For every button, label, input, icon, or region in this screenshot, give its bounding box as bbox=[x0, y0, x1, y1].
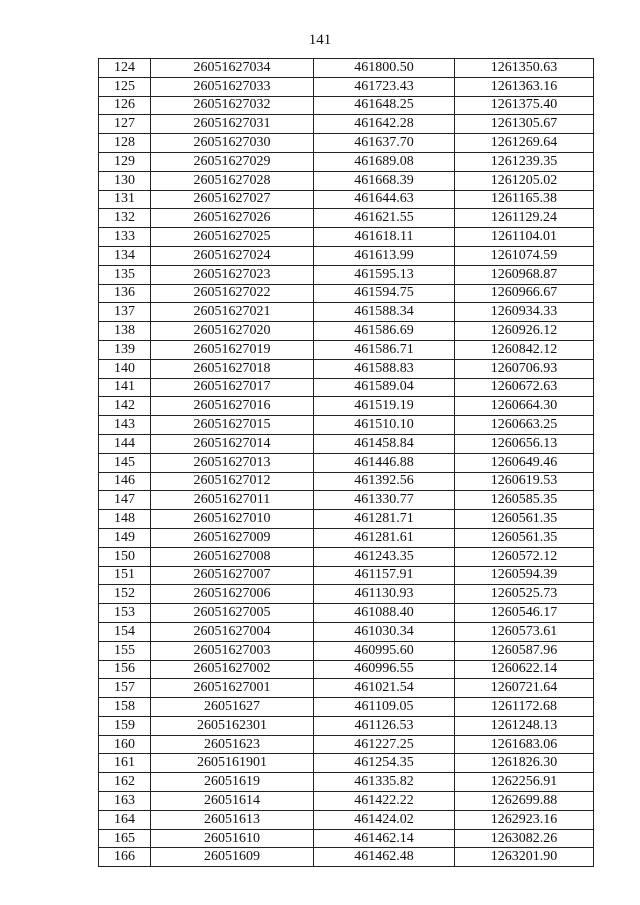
point-id-cell: 26051627003 bbox=[151, 641, 314, 660]
table-row bbox=[99, 810, 594, 829]
x-coordinate-cell: 461668.39 bbox=[314, 171, 455, 190]
x-coordinate-cell: 461642.28 bbox=[314, 115, 455, 134]
y-coordinate-cell: 1263201.90 bbox=[455, 848, 594, 867]
x-coordinate-cell: 461330.77 bbox=[314, 491, 455, 510]
x-coordinate-cell: 461462.14 bbox=[314, 829, 455, 848]
row-number-cell: 143 bbox=[99, 416, 151, 435]
x-coordinate-cell: 461424.02 bbox=[314, 810, 455, 829]
y-coordinate-cell: 1261165.38 bbox=[455, 190, 594, 209]
y-coordinate-cell: 1261375.40 bbox=[455, 96, 594, 115]
point-id-cell: 26051627031 bbox=[151, 115, 314, 134]
table-row bbox=[99, 265, 594, 284]
table-row bbox=[99, 754, 594, 773]
x-coordinate-cell: 461618.11 bbox=[314, 228, 455, 247]
point-id-cell: 26051627030 bbox=[151, 134, 314, 153]
table-row bbox=[99, 566, 594, 585]
y-coordinate-cell: 1260926.12 bbox=[455, 322, 594, 341]
row-number-cell: 166 bbox=[99, 848, 151, 867]
y-coordinate-cell: 1263082.26 bbox=[455, 829, 594, 848]
y-coordinate-cell: 1260572.12 bbox=[455, 547, 594, 566]
point-id-cell: 26051627013 bbox=[151, 453, 314, 472]
row-number-cell: 149 bbox=[99, 528, 151, 547]
row-number-cell: 165 bbox=[99, 829, 151, 848]
row-number-cell: 139 bbox=[99, 340, 151, 359]
y-coordinate-cell: 1260622.14 bbox=[455, 660, 594, 679]
row-number-cell: 127 bbox=[99, 115, 151, 134]
table-row bbox=[99, 434, 594, 453]
table-row bbox=[99, 171, 594, 190]
row-number-cell: 161 bbox=[99, 754, 151, 773]
y-coordinate-cell: 1260546.17 bbox=[455, 604, 594, 623]
table-row bbox=[99, 679, 594, 698]
row-number-cell: 151 bbox=[99, 566, 151, 585]
point-id-cell: 26051627007 bbox=[151, 566, 314, 585]
row-number-cell: 164 bbox=[99, 810, 151, 829]
coordinates-table bbox=[98, 58, 594, 867]
point-id-cell: 26051614 bbox=[151, 792, 314, 811]
row-number-cell: 157 bbox=[99, 679, 151, 698]
x-coordinate-cell: 461157.91 bbox=[314, 566, 455, 585]
row-number-cell: 162 bbox=[99, 773, 151, 792]
x-coordinate-cell: 461446.88 bbox=[314, 453, 455, 472]
table-row bbox=[99, 96, 594, 115]
row-number-cell: 142 bbox=[99, 397, 151, 416]
table-row bbox=[99, 510, 594, 529]
y-coordinate-cell: 1260561.35 bbox=[455, 528, 594, 547]
y-coordinate-cell: 1260664.30 bbox=[455, 397, 594, 416]
point-id-cell: 26051627021 bbox=[151, 303, 314, 322]
row-number-cell: 131 bbox=[99, 190, 151, 209]
y-coordinate-cell: 1260672.63 bbox=[455, 378, 594, 397]
row-number-cell: 148 bbox=[99, 510, 151, 529]
x-coordinate-cell: 461644.63 bbox=[314, 190, 455, 209]
row-number-cell: 135 bbox=[99, 265, 151, 284]
point-id-cell: 26051627032 bbox=[151, 96, 314, 115]
x-coordinate-cell: 461021.54 bbox=[314, 679, 455, 698]
y-coordinate-cell: 1260663.25 bbox=[455, 416, 594, 435]
row-number-cell: 153 bbox=[99, 604, 151, 623]
row-number-cell: 137 bbox=[99, 303, 151, 322]
y-coordinate-cell: 1261269.64 bbox=[455, 134, 594, 153]
point-id-cell: 26051627012 bbox=[151, 472, 314, 491]
row-number-cell: 126 bbox=[99, 96, 151, 115]
table-row bbox=[99, 604, 594, 623]
x-coordinate-cell: 461586.71 bbox=[314, 340, 455, 359]
point-id-cell: 26051627028 bbox=[151, 171, 314, 190]
row-number-cell: 150 bbox=[99, 547, 151, 566]
table-row bbox=[99, 416, 594, 435]
x-coordinate-cell: 461648.25 bbox=[314, 96, 455, 115]
table-row bbox=[99, 378, 594, 397]
x-coordinate-cell: 461281.61 bbox=[314, 528, 455, 547]
point-id-cell: 26051627017 bbox=[151, 378, 314, 397]
point-id-cell: 26051609 bbox=[151, 848, 314, 867]
table-row bbox=[99, 622, 594, 641]
y-coordinate-cell: 1260842.12 bbox=[455, 340, 594, 359]
table-row bbox=[99, 209, 594, 228]
x-coordinate-cell: 461422.22 bbox=[314, 792, 455, 811]
y-coordinate-cell: 1262923.16 bbox=[455, 810, 594, 829]
point-id-cell: 26051627005 bbox=[151, 604, 314, 623]
x-coordinate-cell: 461589.04 bbox=[314, 378, 455, 397]
point-id-cell: 26051627023 bbox=[151, 265, 314, 284]
table-row bbox=[99, 660, 594, 679]
row-number-cell: 152 bbox=[99, 585, 151, 604]
row-number-cell: 140 bbox=[99, 359, 151, 378]
row-number-cell: 141 bbox=[99, 378, 151, 397]
row-number-cell: 159 bbox=[99, 716, 151, 735]
point-id-cell: 26051627025 bbox=[151, 228, 314, 247]
point-id-cell: 26051627016 bbox=[151, 397, 314, 416]
y-coordinate-cell: 1261305.67 bbox=[455, 115, 594, 134]
row-number-cell: 154 bbox=[99, 622, 151, 641]
table-row bbox=[99, 134, 594, 153]
row-number-cell: 130 bbox=[99, 171, 151, 190]
y-coordinate-cell: 1260525.73 bbox=[455, 585, 594, 604]
table-row bbox=[99, 453, 594, 472]
y-coordinate-cell: 1260587.96 bbox=[455, 641, 594, 660]
point-id-cell: 26051627014 bbox=[151, 434, 314, 453]
x-coordinate-cell: 461243.35 bbox=[314, 547, 455, 566]
x-coordinate-cell: 461510.10 bbox=[314, 416, 455, 435]
point-id-cell: 26051627022 bbox=[151, 284, 314, 303]
y-coordinate-cell: 1260706.93 bbox=[455, 359, 594, 378]
table-row bbox=[99, 716, 594, 735]
row-number-cell: 158 bbox=[99, 698, 151, 717]
x-coordinate-cell: 460995.60 bbox=[314, 641, 455, 660]
point-id-cell: 26051613 bbox=[151, 810, 314, 829]
table-row bbox=[99, 115, 594, 134]
table-row bbox=[99, 472, 594, 491]
table-row bbox=[99, 359, 594, 378]
point-id-cell: 26051627002 bbox=[151, 660, 314, 679]
y-coordinate-cell: 1261104.01 bbox=[455, 228, 594, 247]
y-coordinate-cell: 1260966.67 bbox=[455, 284, 594, 303]
y-coordinate-cell: 1261239.35 bbox=[455, 152, 594, 171]
table-row bbox=[99, 585, 594, 604]
row-number-cell: 160 bbox=[99, 735, 151, 754]
table-row bbox=[99, 246, 594, 265]
point-id-cell: 26051627 bbox=[151, 698, 314, 717]
y-coordinate-cell: 1261683.06 bbox=[455, 735, 594, 754]
table-row bbox=[99, 397, 594, 416]
point-id-cell: 26051627015 bbox=[151, 416, 314, 435]
x-coordinate-cell: 461613.99 bbox=[314, 246, 455, 265]
point-id-cell: 26051610 bbox=[151, 829, 314, 848]
x-coordinate-cell: 461723.43 bbox=[314, 77, 455, 96]
x-coordinate-cell: 461281.71 bbox=[314, 510, 455, 529]
table-row bbox=[99, 152, 594, 171]
y-coordinate-cell: 1260649.46 bbox=[455, 453, 594, 472]
x-coordinate-cell: 461109.05 bbox=[314, 698, 455, 717]
point-id-cell: 26051627024 bbox=[151, 246, 314, 265]
x-coordinate-cell: 461227.25 bbox=[314, 735, 455, 754]
table-row bbox=[99, 340, 594, 359]
table-row bbox=[99, 547, 594, 566]
table-row bbox=[99, 322, 594, 341]
x-coordinate-cell: 461637.70 bbox=[314, 134, 455, 153]
row-number-cell: 136 bbox=[99, 284, 151, 303]
point-id-cell: 26051627009 bbox=[151, 528, 314, 547]
point-id-cell: 26051623 bbox=[151, 735, 314, 754]
y-coordinate-cell: 1261363.16 bbox=[455, 77, 594, 96]
point-id-cell: 26051627011 bbox=[151, 491, 314, 510]
table-row bbox=[99, 848, 594, 867]
table-row bbox=[99, 190, 594, 209]
x-coordinate-cell: 461586.69 bbox=[314, 322, 455, 341]
x-coordinate-cell: 461130.93 bbox=[314, 585, 455, 604]
point-id-cell: 26051627033 bbox=[151, 77, 314, 96]
point-id-cell: 26051627004 bbox=[151, 622, 314, 641]
y-coordinate-cell: 1260721.64 bbox=[455, 679, 594, 698]
x-coordinate-cell: 461335.82 bbox=[314, 773, 455, 792]
y-coordinate-cell: 1261205.02 bbox=[455, 171, 594, 190]
x-coordinate-cell: 461126.53 bbox=[314, 716, 455, 735]
table-row bbox=[99, 641, 594, 660]
y-coordinate-cell: 1261172.68 bbox=[455, 698, 594, 717]
x-coordinate-cell: 460996.55 bbox=[314, 660, 455, 679]
point-id-cell: 26051627027 bbox=[151, 190, 314, 209]
x-coordinate-cell: 461254.35 bbox=[314, 754, 455, 773]
row-number-cell: 146 bbox=[99, 472, 151, 491]
x-coordinate-cell: 461458.84 bbox=[314, 434, 455, 453]
table-row bbox=[99, 77, 594, 96]
row-number-cell: 155 bbox=[99, 641, 151, 660]
row-number-cell: 129 bbox=[99, 152, 151, 171]
point-id-cell: 26051627026 bbox=[151, 209, 314, 228]
y-coordinate-cell: 1262256.91 bbox=[455, 773, 594, 792]
point-id-cell: 26051627018 bbox=[151, 359, 314, 378]
x-coordinate-cell: 461088.40 bbox=[314, 604, 455, 623]
table-row bbox=[99, 59, 594, 78]
x-coordinate-cell: 461594.75 bbox=[314, 284, 455, 303]
y-coordinate-cell: 1260619.53 bbox=[455, 472, 594, 491]
y-coordinate-cell: 1260573.61 bbox=[455, 622, 594, 641]
row-number-cell: 134 bbox=[99, 246, 151, 265]
point-id-cell: 26051627010 bbox=[151, 510, 314, 529]
table-row bbox=[99, 491, 594, 510]
x-coordinate-cell: 461689.08 bbox=[314, 152, 455, 171]
y-coordinate-cell: 1261129.24 bbox=[455, 209, 594, 228]
row-number-cell: 144 bbox=[99, 434, 151, 453]
table-body bbox=[99, 59, 594, 867]
point-id-cell: 26051619 bbox=[151, 773, 314, 792]
point-id-cell: 2605161901 bbox=[151, 754, 314, 773]
y-coordinate-cell: 1260934.33 bbox=[455, 303, 594, 322]
row-number-cell: 132 bbox=[99, 209, 151, 228]
row-number-cell: 128 bbox=[99, 134, 151, 153]
row-number-cell: 133 bbox=[99, 228, 151, 247]
y-coordinate-cell: 1260968.87 bbox=[455, 265, 594, 284]
table-row bbox=[99, 773, 594, 792]
y-coordinate-cell: 1260594.39 bbox=[455, 566, 594, 585]
x-coordinate-cell: 461030.34 bbox=[314, 622, 455, 641]
y-coordinate-cell: 1261350.63 bbox=[455, 59, 594, 78]
y-coordinate-cell: 1261248.13 bbox=[455, 716, 594, 735]
x-coordinate-cell: 461392.56 bbox=[314, 472, 455, 491]
row-number-cell: 156 bbox=[99, 660, 151, 679]
x-coordinate-cell: 461588.83 bbox=[314, 359, 455, 378]
point-id-cell: 26051627034 bbox=[151, 59, 314, 78]
row-number-cell: 124 bbox=[99, 59, 151, 78]
point-id-cell: 26051627008 bbox=[151, 547, 314, 566]
x-coordinate-cell: 461621.55 bbox=[314, 209, 455, 228]
row-number-cell: 125 bbox=[99, 77, 151, 96]
table-row bbox=[99, 829, 594, 848]
x-coordinate-cell: 461595.13 bbox=[314, 265, 455, 284]
row-number-cell: 147 bbox=[99, 491, 151, 510]
table-row bbox=[99, 698, 594, 717]
y-coordinate-cell: 1261074.59 bbox=[455, 246, 594, 265]
table-row bbox=[99, 528, 594, 547]
table-row bbox=[99, 284, 594, 303]
x-coordinate-cell: 461519.19 bbox=[314, 397, 455, 416]
table-row bbox=[99, 228, 594, 247]
y-coordinate-cell: 1260656.13 bbox=[455, 434, 594, 453]
point-id-cell: 26051627029 bbox=[151, 152, 314, 171]
x-coordinate-cell: 461588.34 bbox=[314, 303, 455, 322]
row-number-cell: 145 bbox=[99, 453, 151, 472]
x-coordinate-cell: 461800.50 bbox=[314, 59, 455, 78]
y-coordinate-cell: 1261826.30 bbox=[455, 754, 594, 773]
point-id-cell: 26051627019 bbox=[151, 340, 314, 359]
page-number: 141 bbox=[308, 32, 332, 48]
y-coordinate-cell: 1262699.88 bbox=[455, 792, 594, 811]
table-row bbox=[99, 792, 594, 811]
x-coordinate-cell: 461462.48 bbox=[314, 848, 455, 867]
point-id-cell: 26051627006 bbox=[151, 585, 314, 604]
row-number-cell: 163 bbox=[99, 792, 151, 811]
row-number-cell: 138 bbox=[99, 322, 151, 341]
table-row bbox=[99, 303, 594, 322]
table-row bbox=[99, 735, 594, 754]
y-coordinate-cell: 1260561.35 bbox=[455, 510, 594, 529]
point-id-cell: 2605162301 bbox=[151, 716, 314, 735]
point-id-cell: 26051627020 bbox=[151, 322, 314, 341]
point-id-cell: 26051627001 bbox=[151, 679, 314, 698]
y-coordinate-cell: 1260585.35 bbox=[455, 491, 594, 510]
